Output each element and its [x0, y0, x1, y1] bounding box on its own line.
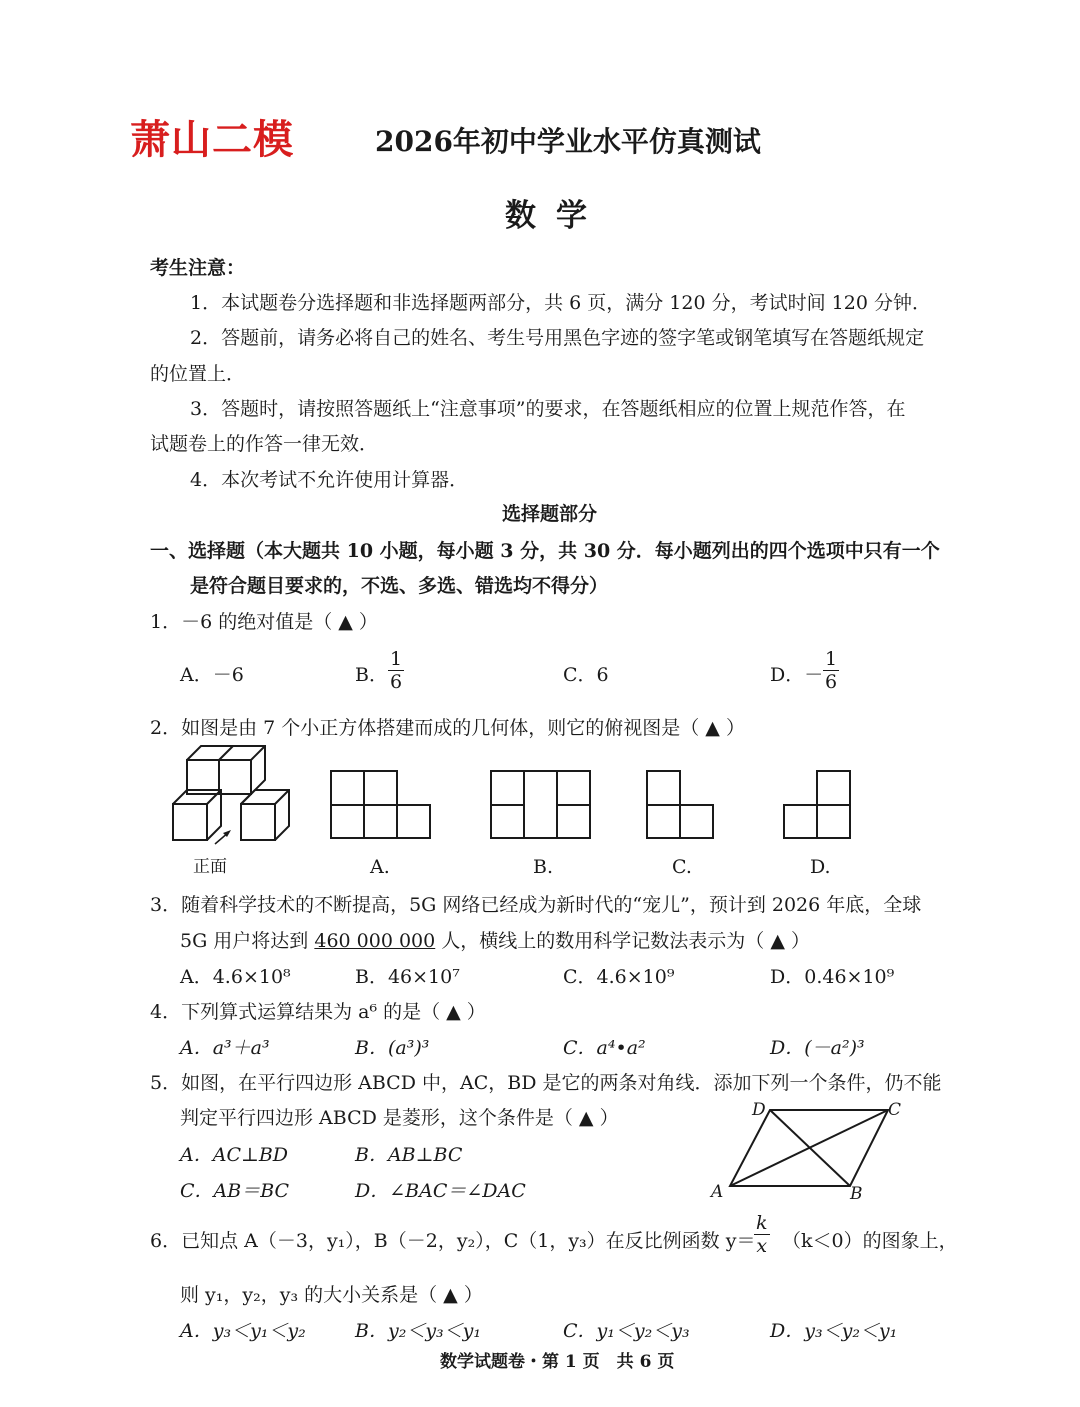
q5-stem-line1: 5．如图，在平行四边形 ABCD 中，AC，BD 是它的两条对角线．添加下列一个条件，仍不能	[150, 1072, 942, 1094]
q1-d-numerator: 1	[825, 648, 838, 670]
q2-option-b: B.	[533, 856, 554, 878]
q1-stem: 1．－6 的绝对值是（ ▲ ）	[150, 611, 378, 633]
q4-option-b: B．(a³)³	[355, 1037, 430, 1059]
q5-vertex-a: A	[711, 1182, 724, 1202]
q6-stem-line1-post: （k＜0）的图象上，	[782, 1230, 958, 1252]
q5-option-c: C．AB＝BC	[180, 1180, 290, 1202]
subject-title: 数学	[505, 198, 607, 234]
q5-option-d: D．∠BAC＝∠DAC	[355, 1180, 526, 1202]
part1-heading-cont: 是符合题目要求的，不选、多选、错选均不得分）	[190, 575, 609, 597]
notice-item-1: 1．本试题卷分选择题和非选择题两部分，共 6 页，满分 120 分，考试时间 120 分钟．	[190, 292, 931, 314]
q6-option-b: B．y₂＜y₃＜y₁	[355, 1320, 482, 1342]
q2-solid-figure	[165, 740, 315, 850]
q3-line2-post: 人，横线上的数用科学记数法表示为（ ▲ ）	[435, 930, 810, 952]
q3-stem-line2	[180, 926, 810, 953]
q6-frac-numerator: k	[756, 1212, 768, 1234]
q2-option-d-figure	[783, 770, 853, 840]
q2-option-c: C.	[672, 856, 692, 878]
notice-item-3: 3．答题时，请按照答题纸上“注意事项”的要求，在答题纸相应的位置上规范作答，在	[190, 398, 906, 420]
q3-option-b: B．46×10⁷	[355, 966, 460, 988]
stamp-label: 萧山二模	[130, 117, 294, 163]
exam-title: 2026年初中学业水平仿真测试	[375, 125, 761, 158]
page-footer: 数学试题卷・第 1 页 共 6 页	[440, 1352, 675, 1372]
q1-option-c: C．6	[563, 664, 609, 686]
q2-stem: 2．如图是由 7 个小正方体搭建而成的几何体，则它的俯视图是（ ▲ ）	[150, 717, 745, 739]
q2-option-b-figure	[490, 770, 592, 840]
q6-option-a: A．y₃＜y₁＜y₂	[180, 1320, 306, 1342]
q4-stem: 4．下列算式运算结果为 a⁶ 的是（ ▲ ）	[150, 1001, 486, 1023]
q2-option-a: A.	[370, 856, 390, 878]
q3-option-d: D．0.46×10⁹	[770, 966, 895, 988]
q6-option-d: D．y₃＜y₂＜y₁	[770, 1320, 898, 1342]
q6-fraction	[754, 1212, 770, 1257]
part1-heading: 一、选择题（本大题共 10 小题，每小题 3 分，共 30 分．每小题列出的四个选项中只有一个	[150, 540, 940, 562]
q6-option-c: C．y₁＜y₂＜y₃	[563, 1320, 690, 1342]
q3-line2-pre: 5G 用户将达到	[180, 930, 315, 952]
q6-stem-line2: 则 y₁，y₂，y₃ 的大小关系是（ ▲ ）	[180, 1284, 483, 1306]
notice-heading: 考生注意：	[150, 257, 246, 279]
notice-item-3-cont: 试题卷上的作答一律无效．	[150, 433, 379, 455]
q5-stem-line2: 判定平行四边形 ABCD 是菱形，这个条件是（ ▲ ）	[180, 1107, 619, 1129]
notice-item-4: 4．本次考试不允许使用计算器．	[190, 469, 469, 491]
q5-option-b: B．AB⊥BC	[355, 1144, 463, 1166]
q4-option-c: C．a⁴•a²	[563, 1037, 646, 1059]
q5-vertex-b: B	[850, 1184, 863, 1204]
q5-vertex-d: D	[752, 1100, 766, 1120]
q2-option-c-figure	[646, 770, 716, 840]
q2-option-d: D.	[810, 856, 831, 878]
q1-b-denominator: 6	[390, 671, 403, 693]
q4-option-a: A．a³＋a³	[180, 1037, 270, 1059]
q3-underlined-number: 460 000 000	[314, 930, 436, 952]
q1-d-denominator: 6	[825, 671, 838, 693]
q1-option-a: A．－6	[180, 664, 244, 686]
q1-option-d-fraction	[823, 648, 839, 693]
q1-option-d-label: D．－	[770, 664, 824, 686]
q3-option-a: A．4.6×10⁸	[180, 966, 291, 988]
notice-item-2-cont: 的位置上．	[150, 363, 246, 385]
q6-stem-line1-pre: 6．已知点 A（－3，y₁），B（－2，y₂），C（1，y₃）在反比例函数 y＝	[150, 1230, 756, 1252]
q2-option-a-figure	[330, 770, 432, 840]
notice-item-2: 2．答题前，请务必将自己的姓名、考生号用黑色字迹的签字笔或钢笔填写在答题纸规定	[190, 327, 925, 349]
q5-vertex-c: C	[888, 1100, 902, 1120]
q5-parallelogram-figure	[710, 1098, 910, 1208]
q1-option-b-label: B．	[355, 664, 388, 686]
q4-option-d: D．(－a²)³	[770, 1037, 865, 1059]
q3-stem-line1: 3．随着科学技术的不断提高，5G 网络已经成为新时代的“宠儿”，预计到 2026 年底，全球	[150, 894, 922, 916]
q1-option-b-fraction	[388, 648, 404, 693]
q3-option-c: C．4.6×10⁹	[563, 966, 675, 988]
section-heading: 选择题部分	[502, 503, 598, 525]
q1-b-numerator: 1	[390, 648, 403, 670]
q2-front-label: 正面	[193, 857, 227, 877]
q5-option-a: A．AC⊥BD	[180, 1144, 289, 1166]
q6-frac-denominator: x	[756, 1235, 768, 1257]
